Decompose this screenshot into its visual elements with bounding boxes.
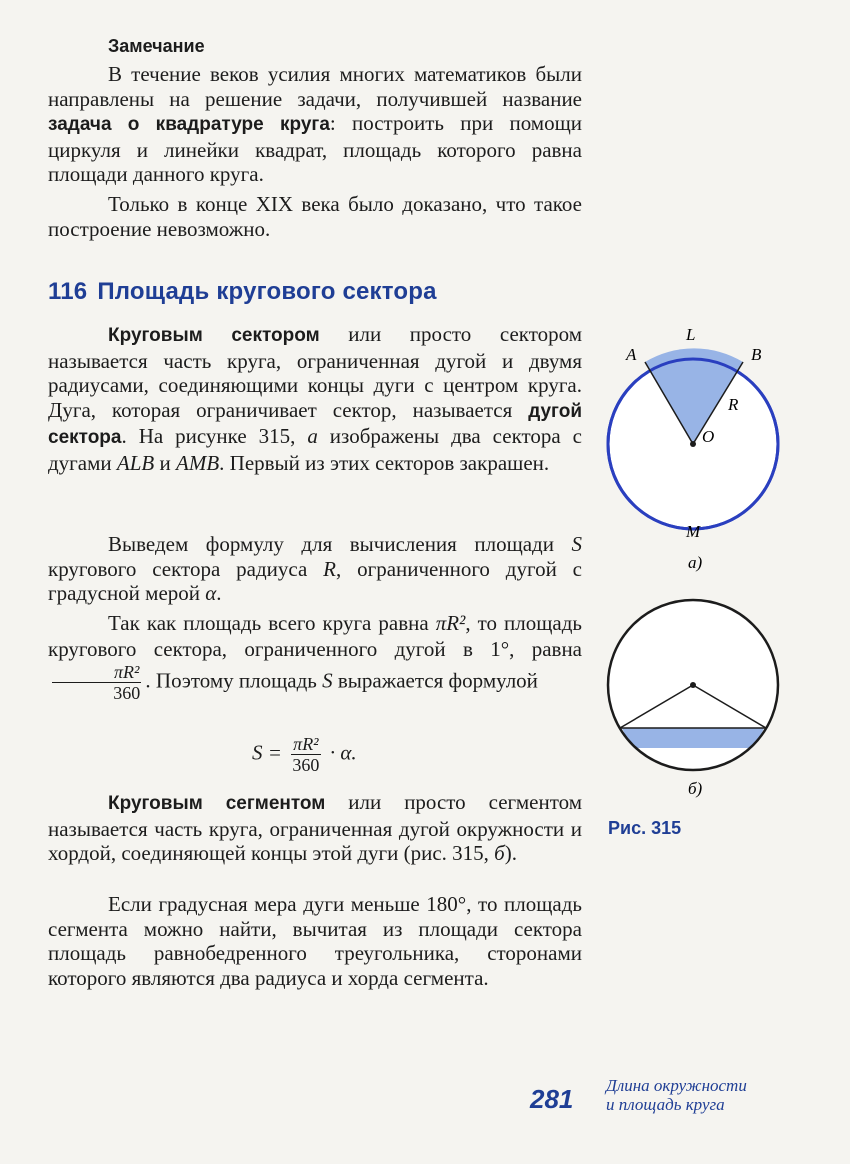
chapter-title-line-2: и площадь круга [606,1095,725,1114]
shaded-segment [622,728,764,748]
remark-text-2: : построить при помощи циркуля и линейки квадрат, площадь которого равна площади данного круга. [48,111,583,187]
sector-area-formula [252,734,357,775]
formula-rhs: · α. [329,740,357,765]
arc-sector-term: дугой сектора [48,400,582,449]
quadrature-term: задача о квадратуре круга [48,114,330,136]
formula-denominator: 360 [292,755,320,775]
area-paragraph [48,610,582,703]
derive-text-3: , ограниченного дугой с градусной мерой [48,556,582,606]
sector-text-3: изображены два сектора с дугами [48,424,582,475]
sector-term: Круговым сектором [108,325,320,346]
remark-paragraph [48,62,582,187]
page-number: 281 [530,1084,574,1114]
fig-b-ref: б [494,841,505,866]
area-text-2: , то площадь кругового сектора, ограниченного дугой в 1°, равна [48,611,582,661]
center-b [690,682,696,688]
label-r: R [728,395,739,414]
label-a: A [626,345,637,364]
var-s: S [571,532,582,556]
area-text-3: . Поэтому площадь [145,668,323,693]
section-number: 116 [48,278,88,305]
derive-text-1: Выведем формулу для вычисления площади [108,532,572,556]
remark-text-1: В течение веков усилия многих математиков были направлены на решение задачи, получившей название [48,62,582,111]
label-b: B [751,345,762,364]
segment-definition [48,790,582,866]
chapter-title [606,1076,747,1114]
formula-lhs: S = [252,740,282,765]
segment-term: Круговым сегментом [108,793,326,814]
segment-text: или просто сегментом называется часть круга, ограниченная дугой окружности и хордой, соединяющей концы этой дуги (рис. 315, [48,790,583,866]
sector-text-2: . На рисунке 315, [121,424,308,449]
sub-label-a: а) [688,553,703,572]
section-title: Площадь кругового сектора [97,278,437,305]
segment-text-end: ). [504,841,517,866]
area-text-1: Так как площадь всего круга равна [108,611,436,635]
formula-numerator: πR² [293,734,319,754]
remark-title: Замечание [108,36,205,56]
pi-r-squared: πR² [435,611,466,635]
sector-definition [48,322,582,476]
figure-caption: Рис. 315 [608,818,682,838]
sub-label-b: б) [688,779,703,798]
chapter-title-line-1: Длина окружности [606,1076,747,1095]
sector-and: и [154,450,176,475]
label-l: L [686,325,696,344]
fraction-denominator: 360 [113,683,141,703]
center-o [690,441,696,447]
derive-text-2: кругового сектора радиуса [48,556,324,581]
area-text-4: выражается формулой [332,668,538,693]
sector-text-4: . Первый из этих секторов закрашен. [219,450,550,475]
derive-paragraph [48,532,582,606]
unit-sector-fraction [52,662,141,703]
var-s-2: S [322,668,333,693]
segment-area-paragraph: Если градусная мера дуги меньше 180°, то площадь сегмента можно найти, вычитая из площади сектора площадь равнобедренного треугольника, сторонами которого являются два радиуса и хорда сегмента. [48,892,582,990]
var-r: R [323,556,336,581]
remark-paragraph-2: Только в конце XIX века было доказано, что такое построение невозможно. [48,192,582,241]
figure-315 [600,318,800,818]
formula-fraction [291,734,320,775]
sector-text-1: или просто сектором называется часть круга, ограниченная дугой и двумя радиусами, соединяющими концы дуги с центром круга. Дуга, которая ограничивает сектор, называется [48,322,582,422]
var-alpha: α [205,581,217,606]
fig-a-ref: а [307,424,318,449]
derive-text-4: . [216,581,222,606]
label-m: M [686,522,701,541]
arc-amb: AMB [176,450,220,475]
section-heading [48,278,437,306]
label-o: O [702,427,715,446]
arc-alb: ALB [116,450,155,475]
fraction-numerator: πR² [52,662,141,683]
